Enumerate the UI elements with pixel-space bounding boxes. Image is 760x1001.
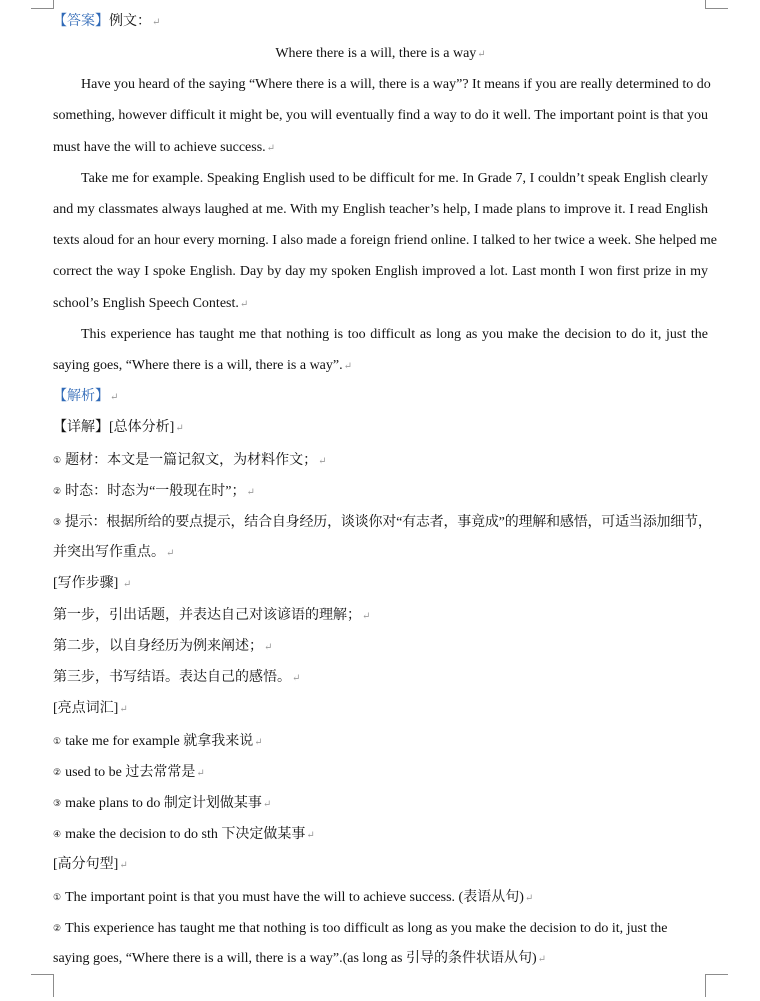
- paragraph-mark: ↵: [524, 893, 534, 904]
- step-item: [53, 636, 708, 658]
- item-text: make plans to do 制定计划做某事: [65, 796, 262, 811]
- vocab-item: [53, 792, 708, 814]
- item-text: take me for example 就拿我来说: [65, 734, 254, 749]
- paragraph-mark: ↵: [152, 17, 161, 28]
- sentence-heading: [53, 854, 708, 876]
- item-number: ②: [53, 923, 62, 933]
- item-text: 题材：本文是一篇记叙文，为材料作文；: [65, 453, 318, 468]
- item-number: ②: [53, 486, 62, 496]
- essay-line: This experience has taught me that nothing is too difficult as long as you make the decision to do it, just the: [81, 327, 708, 342]
- paragraph-mark: ↵: [292, 673, 301, 684]
- overall-item: [53, 511, 712, 533]
- paragraph-mark: ↵: [246, 487, 255, 498]
- item-text: 提示：根据所给的要点提示，结合自身经历，谈谈你对“有志者，事竟成”的理解和感悟，可适当添加细节，: [64, 515, 712, 530]
- item-text: saying goes, “Where there is a will, there is a way”.(as long as 引导的条件状语从句): [53, 951, 537, 966]
- vocab-item: [53, 823, 708, 845]
- paragraph-mark: ↵: [306, 830, 315, 841]
- paragraph-mark: ↵: [110, 392, 119, 403]
- paragraph-mark: ↵: [266, 143, 276, 154]
- steps-heading: [53, 573, 708, 595]
- item-number: ③: [53, 517, 61, 527]
- essay-title: [53, 43, 708, 65]
- steps-heading-text: [写作步骤]: [53, 576, 119, 591]
- essay-line: correct the way I spoke English. Day by day my spoken English improved a lot. Last month I won first prize in my: [53, 264, 708, 279]
- sentence-item-continued: [53, 948, 708, 970]
- paragraph-mark: ↵: [537, 954, 547, 965]
- overall-item: [53, 480, 708, 502]
- step-item: [53, 605, 708, 627]
- paragraph-mark: ↵: [122, 579, 132, 590]
- paragraph-mark: ↵: [343, 361, 353, 372]
- overall-item-continued: [53, 542, 708, 564]
- paragraph-mark: ↵: [166, 548, 175, 559]
- detail-heading-text: [总体分析]: [109, 420, 175, 435]
- paragraph-mark: ↵: [175, 423, 184, 434]
- item-number: ②: [53, 767, 62, 777]
- essay-line: [53, 355, 708, 377]
- page-corner-mark: [705, 0, 728, 9]
- overall-item: [53, 449, 708, 471]
- sentence-item: [53, 917, 708, 939]
- essay-text: school’s English Speech Contest.: [53, 296, 239, 311]
- paragraph-mark: ↵: [119, 860, 128, 871]
- essay-line: [53, 293, 708, 315]
- page-corner-mark: [31, 0, 54, 9]
- answer-label: 例文：: [109, 14, 151, 29]
- essay-line: something, however difficult it might be, you will eventually find a way to do it well. The important point is that you: [53, 108, 709, 123]
- item-text: This experience has taught me that nothing is too difficult as long as you make the decision to do it, just the: [65, 921, 668, 936]
- paragraph-mark: ↵: [318, 456, 327, 467]
- item-text: 并突出写作重点。: [53, 545, 165, 560]
- paragraph-mark: ↵: [264, 642, 273, 653]
- essay-text: saying goes, “Where there is a will, there is a way”.: [53, 358, 343, 373]
- vocab-item: [53, 761, 708, 783]
- essay-line: [53, 137, 708, 159]
- sentence-item: [53, 886, 708, 908]
- item-number: ①: [53, 455, 62, 465]
- essay-text: must have the will to achieve success.: [53, 140, 266, 155]
- essay-line: and my classmates always laughed at me. With my English teacher’s help, I made plans to improve it. I read English: [53, 202, 708, 217]
- page-corner-mark: [31, 974, 54, 997]
- paragraph-mark: ↵: [254, 737, 263, 748]
- item-number: ③: [53, 798, 62, 808]
- item-text: make the decision to do sth 下决定做某事: [65, 827, 306, 842]
- step-text: 第二步，以自身经历为例来阐述；: [53, 639, 263, 654]
- analysis-tag: 【解析】: [53, 389, 109, 404]
- paragraph-mark: ↵: [119, 704, 128, 715]
- answer-heading: [53, 11, 708, 33]
- step-item: [53, 667, 708, 689]
- paragraph-mark: ↵: [196, 768, 205, 779]
- sentence-heading-text: [高分句型]: [53, 857, 119, 872]
- item-number: ④: [53, 829, 62, 839]
- paragraph-mark: ↵: [239, 299, 249, 310]
- paragraph-mark: ↵: [362, 611, 371, 622]
- step-text: 第三步，书写结语。表达自己的感悟。: [53, 670, 291, 685]
- vocab-heading-text: [亮点词汇]: [53, 701, 119, 716]
- analysis-heading: [53, 386, 708, 408]
- detail-heading: [53, 417, 708, 439]
- essay-title-text: Where there is a will, there is a way: [275, 46, 477, 61]
- paragraph-mark: ↵: [262, 799, 272, 810]
- item-text: used to be 过去常常是: [65, 765, 196, 780]
- essay-line: Have you heard of the saying “Where there is a will, there is a way”? It means if you are really determined to do: [81, 77, 711, 92]
- essay-line: Take me for example. Speaking English used to be difficult for me. In Grade 7, I couldn’t speak English clearly: [81, 171, 708, 186]
- item-number: ①: [53, 892, 62, 902]
- vocab-item: [53, 730, 708, 752]
- vocab-heading: [53, 698, 708, 720]
- item-number: ①: [53, 736, 62, 746]
- answer-tag: 【答案】: [53, 14, 109, 29]
- item-text: 时态：时态为“一般现在时”；: [65, 484, 246, 499]
- page-corner-mark: [705, 974, 728, 997]
- essay-line: texts aloud for an hour every morning. I also made a foreign friend online. I talked to her twice a week. She helped me: [53, 233, 717, 248]
- paragraph-mark: ↵: [477, 49, 486, 60]
- detail-tag: 【详解】: [53, 420, 109, 435]
- step-text: 第一步，引出话题，并表达自己对该谚语的理解；: [53, 608, 361, 623]
- item-text: The important point is that you must have the will to achieve success. (表语从句): [65, 890, 524, 905]
